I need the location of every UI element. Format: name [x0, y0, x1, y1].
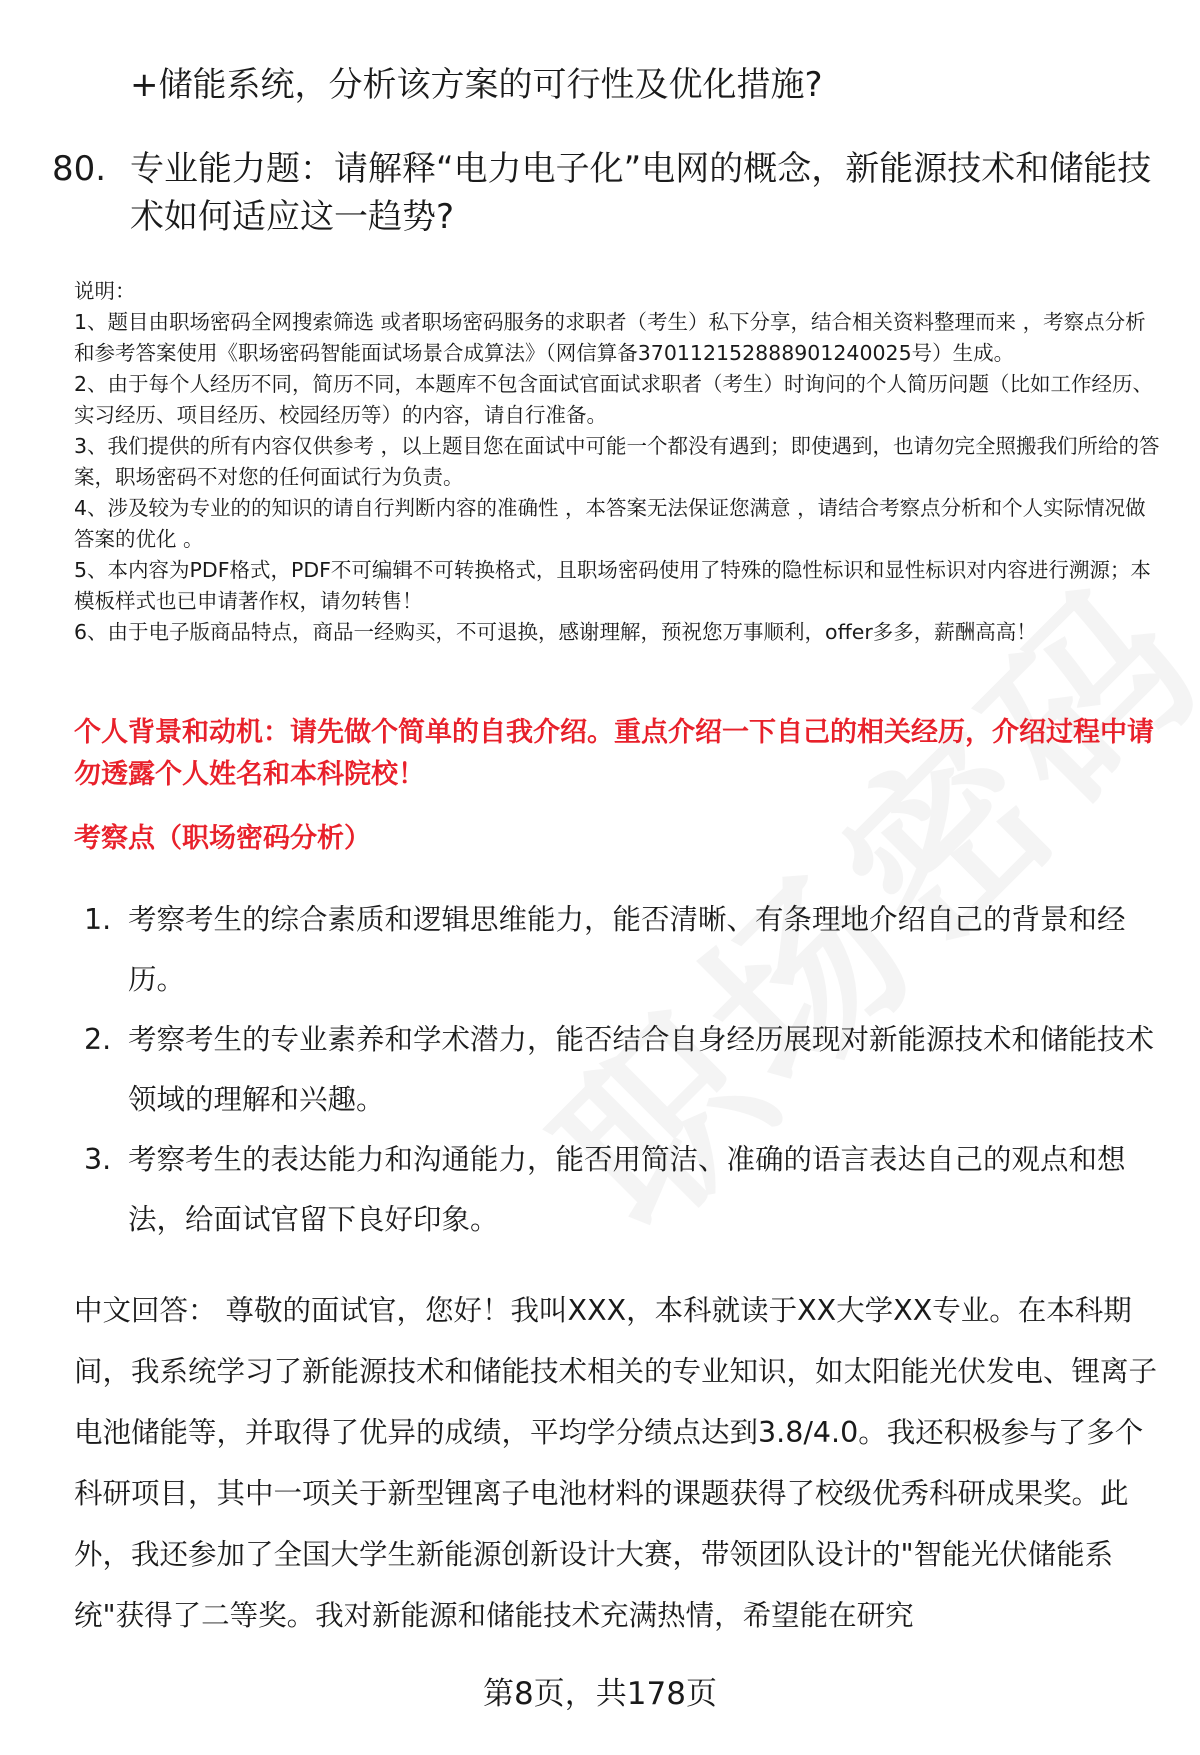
list-item	[84, 1130, 1164, 1250]
list-item-number: 3.	[84, 1143, 112, 1176]
question-number: 80.	[52, 149, 107, 189]
list-item-text: 考察考生的综合素质和逻辑思维能力，能否清晰、有条理地介绍自己的背景和经历。	[128, 903, 1126, 996]
notes-heading: 说明：	[74, 279, 136, 303]
note-item: 1、题目由职场密码全网搜索筛选 或者职场密码服务的求职者（考生）私下分享，结合相关资料整理而来 ，考察点分析和参考答案使用《职场密码智能面试场景合成算法》（网信算备370112152888901240025号）生成。	[74, 310, 1146, 365]
list-item-number: 1.	[84, 903, 112, 936]
answer-text: 中文回答： 尊敬的面试官，您好！我叫XXX，本科就读于XX大学XX专业。在本科期间，我系统学习了新能源技术和储能技术相关的专业知识，如太阳能光伏发电、锂离子电池储能等，并取得了优异的成绩，平均学分绩点达到3.8/4.0。我还积极参与了多个科研项目，其中一项关于新型锂离子电池材料的课题获得了校级优秀科研成果奖。此外，我还参加了全国大学生新能源创新设计大赛，带领团队设计的"智能光伏储能系统"获得了二等奖。我对新能源和储能技术充满热情，希望能在研究	[74, 1294, 1158, 1632]
personal-question: 个人背景和动机：请先做个简单的自我介绍。重点介绍一下自己的相关经历，介绍过程中请勿透露个人姓名和本科院校！	[74, 717, 1154, 790]
question-text: 专业能力题：请解释“电力电子化”电网的概念，新能源技术和储能技术如何适应这一趋势?	[130, 149, 1152, 237]
list-item-text: 考察考生的表达能力和沟通能力，能否用简洁、准确的语言表达自己的观点和想法，给面试官留下良好印象。	[128, 1143, 1126, 1236]
note-item: 2、由于每个人经历不同，简历不同，本题库不包含面试官面试求职者（考生）时询问的个人简历问题（比如工作经历、实习经历、项目经历、校园经历等）的内容，请自行准备。	[74, 372, 1154, 427]
page-footer: 第8页，共178页	[483, 1676, 717, 1712]
analysis-list	[84, 890, 1164, 1250]
question-80	[52, 145, 1162, 241]
list-item-number: 2.	[84, 1023, 112, 1056]
note-item: 4、涉及较为专业的的知识的请自行判断内容的准确性 ，本答案无法保证您满意 ，请结合考察点分析和个人实际情况做答案的优化 。	[74, 496, 1146, 551]
list-item-text: 考察考生的专业素养和学术潜力，能否结合自身经历展现对新能源技术和储能技术领域的理解和兴趣。	[128, 1023, 1155, 1116]
notes-section	[74, 276, 1164, 648]
note-item: 3、我们提供的所有内容仅供参考 ，以上题目您在面试中可能一个都没有遇到；即使遇到，也请勿完全照搬我们所给的答案，职场密码不对您的任何面试行为负责。	[74, 434, 1160, 489]
question-continuation: +储能系统，分析该方案的可行性及优化措施?	[130, 65, 823, 105]
list-item	[84, 1010, 1164, 1130]
list-item	[84, 890, 1164, 1010]
note-item: 5、本内容为PDF格式，PDF不可编辑不可转换格式，且职场密码使用了特殊的隐性标识和显性标识对内容进行溯源；本模板样式也已申请著作权，请勿转售！	[74, 558, 1151, 613]
note-item: 6、由于电子版商品特点，商品一经购买，不可退换，感谢理解，预祝您万事顺利，offer多多，薪酬高高！	[74, 620, 1037, 644]
analysis-heading: 考察点（职场密码分析）	[74, 823, 371, 854]
